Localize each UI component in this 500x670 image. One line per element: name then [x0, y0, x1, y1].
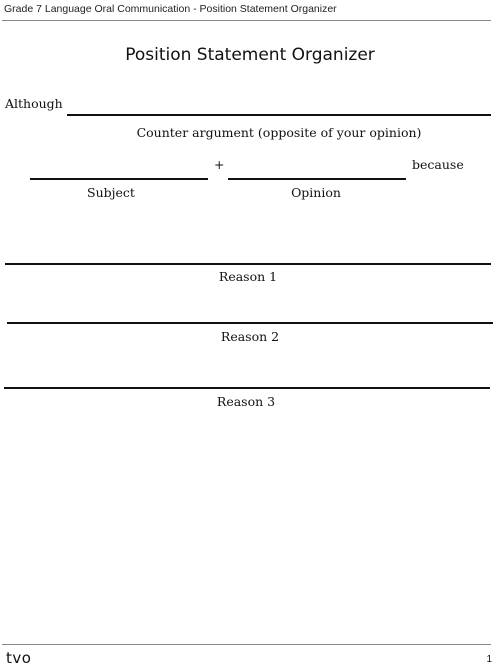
opinion-caption: Opinion — [291, 185, 341, 200]
reason-2-caption: Reason 2 — [220, 329, 280, 344]
reason-3-line[interactable] — [4, 387, 490, 389]
reason-2-line[interactable] — [7, 322, 493, 324]
page-number: 1 — [486, 654, 492, 665]
reason-1-caption: Reason 1 — [218, 269, 278, 284]
because-label: because — [412, 157, 464, 172]
document-header: Grade 7 Language Oral Communication - Position Statement Organizer — [4, 3, 337, 15]
opinion-line[interactable] — [228, 178, 406, 180]
counter-argument-line[interactable] — [67, 114, 491, 116]
subject-caption: Subject — [87, 185, 135, 200]
reason-1-line[interactable] — [5, 263, 491, 265]
footer-divider — [2, 644, 491, 645]
counter-argument-caption: Counter argument (opposite of your opinion) — [136, 125, 422, 140]
header-divider — [2, 20, 491, 21]
reason-3-caption: Reason 3 — [216, 394, 276, 409]
page-title: Position Statement Organizer — [125, 45, 375, 65]
plus-sign: + — [214, 157, 225, 172]
subject-line[interactable] — [30, 178, 208, 180]
although-label: Although — [5, 96, 63, 111]
tvo-logo: tvo — [6, 649, 32, 667]
